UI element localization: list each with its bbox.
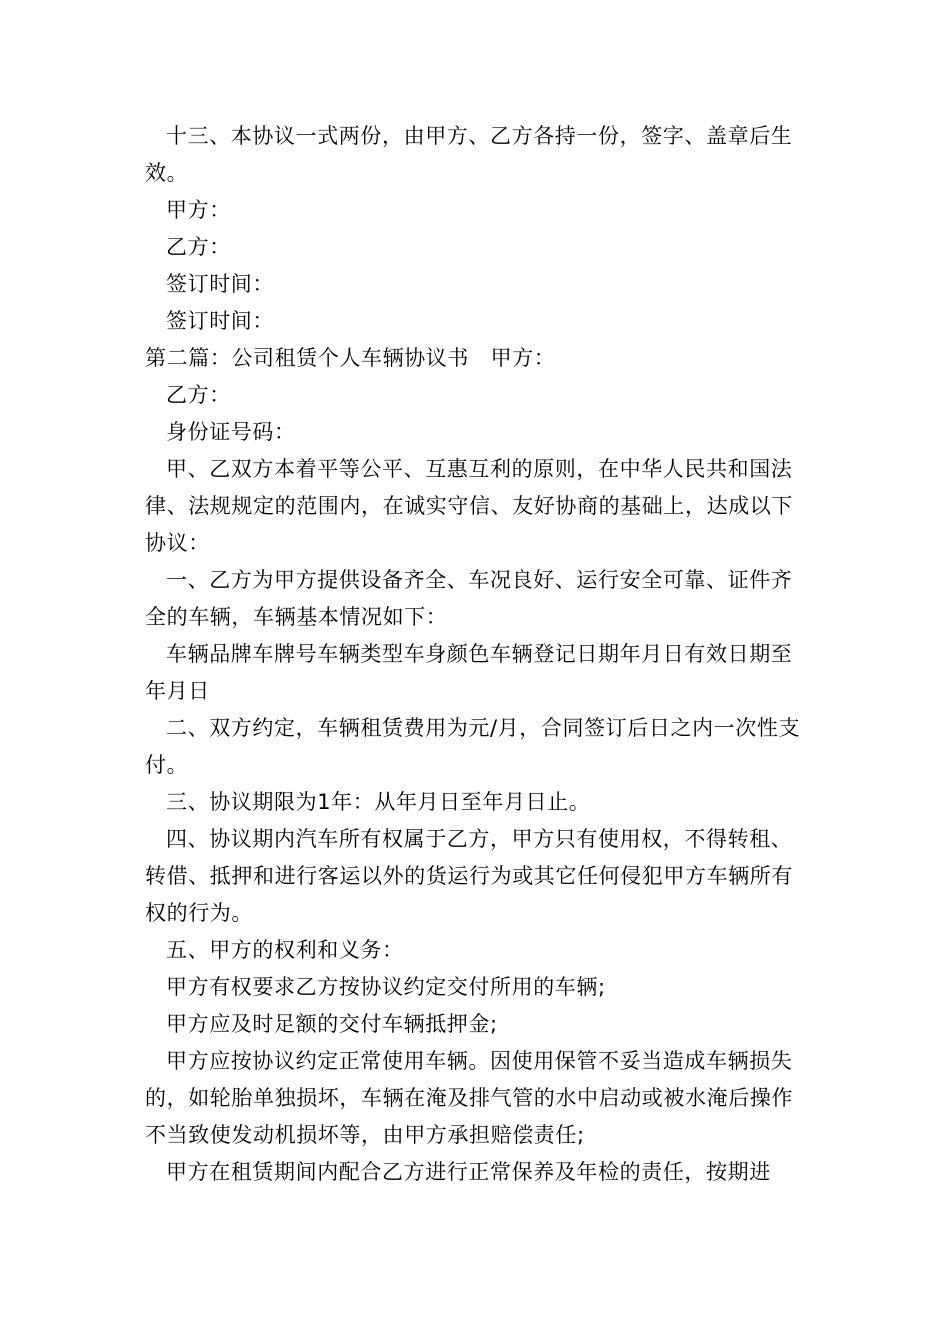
document-body — [145, 118, 809, 1191]
paragraph-clause-5-item-1: 甲方有权要求乙方按协议约定交付所用的车辆; — [166, 975, 606, 999]
paragraph-id-number: 身份证号码： — [166, 420, 296, 444]
paragraph-preamble: 甲、乙双方本着平等公平、互惠互利的原则，在中华人民共和国法律、法规规定的范围内，在诚实守信、友好协商的基础上，达成以下协议： — [145, 457, 793, 555]
paragraph-party-a: 甲方： — [166, 198, 231, 222]
paragraph-clause-4: 四、协议期内汽车所有权属于乙方，甲方只有使用权，不得转租、转借、抵押和进行客运以外的货运行为或其它任何侵犯甲方车辆所有权的行为。 — [145, 827, 793, 925]
paragraph-clause-5-item-4: 甲方在租赁期间内配合乙方进行正常保养及年检的责任，按期进 — [166, 1160, 771, 1184]
paragraph-party-b: 乙方： — [166, 235, 231, 259]
paragraph-clause-5-item-2: 甲方应及时足额的交付车辆抵押金; — [166, 1012, 498, 1036]
paragraph-clause-2: 二、双方约定，车辆租赁费用为元/月，合同签订后日之内一次性支付。 — [145, 716, 801, 777]
paragraph-clause-1: 一、乙方为甲方提供设备齐全、车况良好、运行安全可靠、证件齐全的车辆，车辆基本情况如下： — [145, 568, 793, 629]
paragraph-signing-date: 签订时间： — [166, 272, 274, 296]
paragraph-clause-3: 三、协议期限为1年：从年月日至年月日止。 — [166, 790, 591, 814]
paragraph-clause-13: 十三、本协议一式两份，由甲方、乙方各持一份，签字、盖章后生效。 — [145, 124, 793, 185]
section-heading-part-two: 第二篇：公司租赁个人车辆协议书 甲方： — [145, 346, 556, 370]
paragraph-party-b-2: 乙方： — [166, 383, 231, 407]
paragraph-clause-5-item-3: 甲方应按协议约定正常使用车辆。因使用保管不妥当造成车辆损失的，如轮胎单独损坏，车辆在淹及排气管的水中启动或被水淹后操作不当致使发动机损坏等，由甲方承担赔偿责任; — [145, 1049, 793, 1147]
paragraph-vehicle-info: 车辆品牌车牌号车辆类型车身颜色车辆登记日期年月日有效日期至年月日 — [145, 642, 793, 703]
paragraph-signing-date-2: 签订时间： — [166, 309, 274, 333]
paragraph-clause-5: 五、甲方的权利和义务： — [166, 938, 404, 962]
